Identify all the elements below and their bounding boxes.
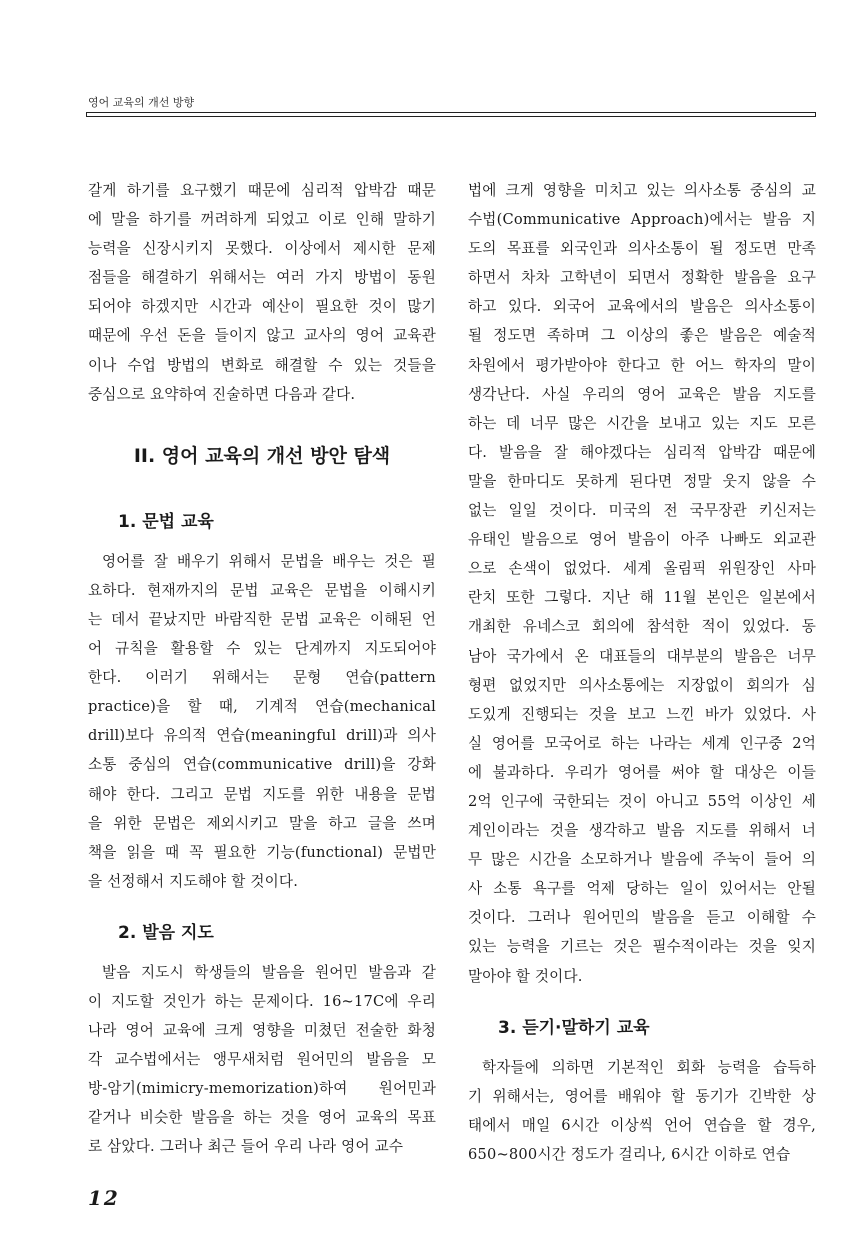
text-line: 능력을 신장시키지 못했다. 이상에서 제시한 문제: [88, 240, 436, 258]
text-line: 유태인 발음으로 영어 발음이 아주 나빠도 외교관: [468, 531, 816, 549]
text-line: 태에서 매일 6시간 이상씩 언어 연습을 할 경우,: [468, 1116, 816, 1134]
header-rule: [86, 112, 816, 117]
text-line: 나라 영어 교육에 크게 영향을 미쳤던 전술한 화청: [88, 1022, 436, 1040]
text-line: 때문에 우선 돈을 들이지 않고 교사의 영어 교육관: [88, 327, 436, 345]
text-line: 말을 한마디도 못하게 된다면 정말 웃지 않을 수: [468, 472, 816, 490]
text-line: 될 정도면 족하며 그 이상의 좋은 발음은 예술적: [468, 327, 816, 345]
text-line: 이나 수업 방법의 변화로 해결할 수 있는 것들을: [88, 356, 436, 374]
text-line: 란치 또한 그렇다. 지난 해 11월 본인은 일본에서: [468, 589, 816, 607]
subsection-title-listening-speaking: 3. 듣기·말하기 교육: [498, 1017, 650, 1038]
intro-paragraph: [88, 176, 436, 409]
text-line: 생각난다. 사실 우리의 영어 교육은 발음 지도를: [468, 385, 816, 403]
text-line: 영어를 잘 배우기 위해서 문법을 배우는 것은 필: [102, 552, 436, 570]
text-line: 해야 한다. 그리고 문법 지도를 위한 내용을 문법: [88, 785, 436, 803]
text-line: 계인이라는 것을 생각하고 발음 지도를 위해서 너: [468, 822, 816, 840]
text-line: 같거나 비슷한 발음을 하는 것을 영어 교육의 목표: [88, 1109, 436, 1127]
text-line: 형편 없었지만 의사소통에는 지장없이 회의가 심: [468, 676, 816, 694]
text-line: 하고 있다. 외국어 교육에서의 발음은 의사소통이: [468, 298, 816, 316]
text-line: 2억 인구에 국한되는 것이 아니고 55억 이상인 세: [468, 792, 816, 810]
subsection-title-grammar: 1. 문법 교육: [118, 511, 214, 532]
text-line: 다. 발음을 잘 해야겠다는 심리적 압박감 때문에: [468, 443, 816, 461]
listening-speaking-paragraph: [468, 1053, 816, 1169]
text-line: 한다. 이러기 위해서는 문형 연습(pattern: [88, 669, 436, 687]
right-column: [468, 176, 816, 1169]
text-line: 발음 지도시 학생들의 발음을 원어민 발음과 같: [102, 963, 436, 981]
text-line: 으로 손색이 없었다. 세계 올림픽 위원장인 사마: [468, 560, 816, 578]
text-line: 650~800시간 정도가 걸리나, 6시간 이하로 연습: [468, 1145, 791, 1163]
text-line: 중심으로 요약하여 진술하면 다음과 같다.: [88, 385, 356, 403]
text-line: 도있게 진행되는 것을 보고 느낀 바가 있었다. 사: [468, 705, 816, 723]
text-line: 로 삼았다. 그러나 최근 들어 우리 나라 영어 교수: [88, 1138, 404, 1156]
pronunciation-continued-paragraph: [468, 176, 816, 991]
text-line: 각 교수법에서는 앵무새처럼 원어민의 발음을 모: [88, 1051, 436, 1069]
text-line: 도의 목표를 외국인과 의사소통이 될 정도면 만족: [468, 240, 816, 258]
left-column: [88, 176, 436, 1162]
text-line: 어 규칙을 활용할 수 있는 단계까지 지도되어야: [88, 640, 436, 658]
text-line: 법에 크게 영향을 미치고 있는 의사소통 중심의 교: [468, 182, 816, 199]
text-line: 말아야 할 것이다.: [468, 967, 583, 985]
grammar-paragraph: [88, 547, 436, 896]
text-line: 기 위해서는, 영어를 배워야 할 동기가 긴박한 상: [468, 1087, 816, 1105]
text-line: 책을 읽을 때 꼭 필요한 기능(functional) 문법만: [88, 843, 436, 861]
text-line: 무 많은 시간을 소모하거나 발음에 주눅이 들어 의: [468, 851, 816, 869]
text-line: 점들을 해결하기 위해서는 여러 가지 방법이 동원: [88, 269, 436, 287]
text-line: 사 소통 욕구를 억제 당하는 일이 있어서는 안될: [468, 880, 816, 898]
text-line: 을 위한 문법은 제외시키고 말을 하고 글을 쓰며: [88, 814, 436, 832]
text-line: 방-암기(mimicry-memorization)하여 원어민과: [88, 1080, 436, 1098]
text-line: 남아 국가에서 온 대표들의 대부분의 발음은 너무: [468, 647, 816, 665]
text-line: 갈게 하기를 요구했기 때문에 심리적 압박감 때문: [88, 182, 436, 199]
text-line: 되어야 하겠지만 시간과 예산이 필요한 것이 많기: [88, 298, 436, 316]
text-line: 학자들에 의하면 기본적인 회화 능력을 습득하: [482, 1058, 816, 1076]
text-line: 는 데서 끝났지만 바람직한 문법 교육은 이해된 언: [88, 610, 436, 628]
text-line: drill)보다 유의적 연습(meaningful drill)과 의사: [88, 727, 436, 745]
text-line: 것이다. 그러나 원어민의 발음을 듣고 이해할 수: [468, 909, 816, 927]
text-line: 에 말을 하기를 꺼려하게 되었고 이로 인해 말하기: [88, 211, 436, 229]
text-line: 하는 데 너무 많은 시간을 보내고 있는 지도 모른: [468, 414, 816, 432]
text-line: practice)을 할 때, 기계적 연습(mechanical: [88, 698, 436, 716]
running-head: 영어 교육의 개선 방향: [88, 96, 195, 109]
text-line: 을 선정해서 지도해야 할 것이다.: [88, 872, 299, 890]
subsection-title-pronunciation: 2. 발음 지도: [118, 922, 214, 943]
text-line: 하면서 차차 고학년이 되면서 정확한 발음을 요구: [468, 269, 816, 287]
section-title: II. 영어 교육의 개선 방안 탐색: [133, 444, 391, 467]
text-line: 있는 능력을 기르는 것은 필수적이라는 것을 잊지: [468, 938, 816, 956]
text-line: 이 지도할 것인가 하는 문제이다. 16~17C에 우리: [88, 992, 436, 1010]
text-line: 차원에서 평가받아야 한다고 한 어느 학자의 말이: [468, 356, 816, 374]
text-line: 실 영어를 모국어로 하는 나라는 세계 인구중 2억: [468, 734, 816, 752]
text-line: 요하다. 현재까지의 문법 교육은 문법을 이해시키: [88, 581, 436, 599]
text-line: 없는 일일 것이다. 미국의 전 국무장관 키신저는: [468, 502, 816, 520]
text-line: 수법(Communicative Approach)에서는 발음 지: [468, 211, 816, 229]
text-line: 개최한 유네스코 회의에 참석한 적이 있었다. 동: [468, 618, 816, 636]
text-line: 에 불과하다. 우리가 영어를 써야 할 대상은 이들: [468, 763, 816, 781]
page-number: 12: [88, 1186, 120, 1210]
text-line: 소통 중심의 연습(communicative drill)을 강화: [88, 756, 436, 774]
pronunciation-paragraph: [88, 958, 436, 1162]
